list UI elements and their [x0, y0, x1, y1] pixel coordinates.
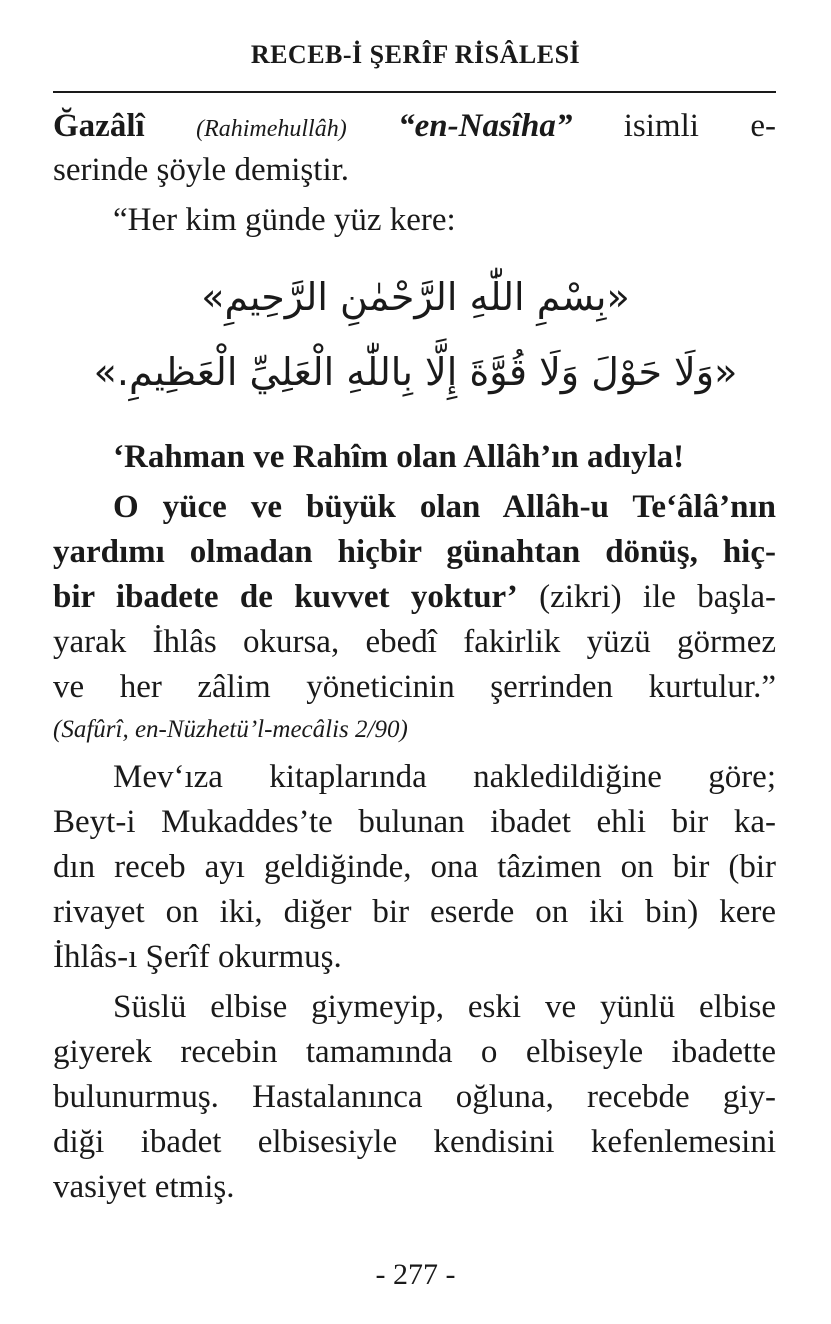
para3-line-5: vasiyet etmiş.	[53, 1169, 235, 1205]
intro-line-1-rest: isimli e-	[623, 108, 776, 144]
quote-intro: “Her kim günde yüz kere:	[113, 202, 456, 238]
running-header: RECEB-İ ŞERÎF RİSÂLESİ	[250, 40, 581, 69]
translation-line-4-rest: (zikri) ile başla-	[539, 579, 777, 615]
translation-line-1: ‘Rahman ve Rahîm olan Allâh’ın adıyla!	[113, 439, 685, 475]
intro-line-1	[53, 105, 776, 151]
para2-line-4: rivayet on iki, diğer bir eserde on iki bin) kere	[53, 894, 776, 930]
para3-line-4: diği ibadet elbisesiyle kendisini kefenlemesini	[53, 1124, 776, 1160]
para3-line-2: giyerek recebin tamamında o elbiseyle ibadette	[53, 1034, 776, 1070]
book-title: “en-Nasîha”	[398, 108, 573, 144]
translation-line-4-bold: bir ibadete de kuvvet yoktur’	[53, 579, 518, 615]
header-rule	[53, 91, 776, 93]
para2-line-1: Mev‘ıza kitaplarında nakledildiğine göre;	[113, 759, 776, 795]
translation-line-3: yardımı olmadan hiçbir günahtan dönüş, hiç-	[53, 534, 776, 570]
honorific: (Rahimehullâh)	[196, 116, 347, 142]
arabic-hawqala: «وَلَا حَوْلَ وَلَا قُوَّةَ إِلَّا بِاللّٰهِ الْعَلِيِّ الْعَظِيمِ.»	[93, 350, 738, 394]
translation-line-4	[53, 576, 776, 619]
para3-line-3: bulunurmuş. Hastalanınca oğluna, recebde giy-	[53, 1079, 776, 1115]
source-citation: (Safûrî, en-Nüzhetü’l-mecâlis 2/90)	[53, 716, 408, 743]
para2-line-3: dın receb ayı geldiğinde, ona tâzimen on bir (bir	[53, 849, 776, 885]
intro-line-2: serinde şöyle demiştir.	[53, 152, 350, 188]
para2-line-2: Beyt-i Mukaddes’te bulunan ibadet ehli bir ka-	[53, 804, 776, 840]
para3-line-1: Süslü elbise giymeyip, eski ve yünlü elbise	[113, 989, 776, 1025]
para2-line-5: İhlâs-ı Şerîf okurmuş.	[53, 939, 342, 975]
translation-line-2: O yüce ve büyük olan Allâh-u Te‘âlâ’nın	[113, 489, 776, 525]
translation-line-6: ve her zâlim yöneticinin şerrinden kurtulur.”	[53, 669, 776, 705]
translation-line-5: yarak İhlâs okursa, ebedî fakirlik yüzü görmez	[53, 624, 776, 660]
page-number: - 277 -	[375, 1258, 456, 1291]
author-name: Ğazâlî	[53, 108, 145, 144]
arabic-basmala: «بِسْمِ اللّٰهِ الرَّحْمٰنِ الرَّحِيمِ»	[201, 275, 630, 319]
